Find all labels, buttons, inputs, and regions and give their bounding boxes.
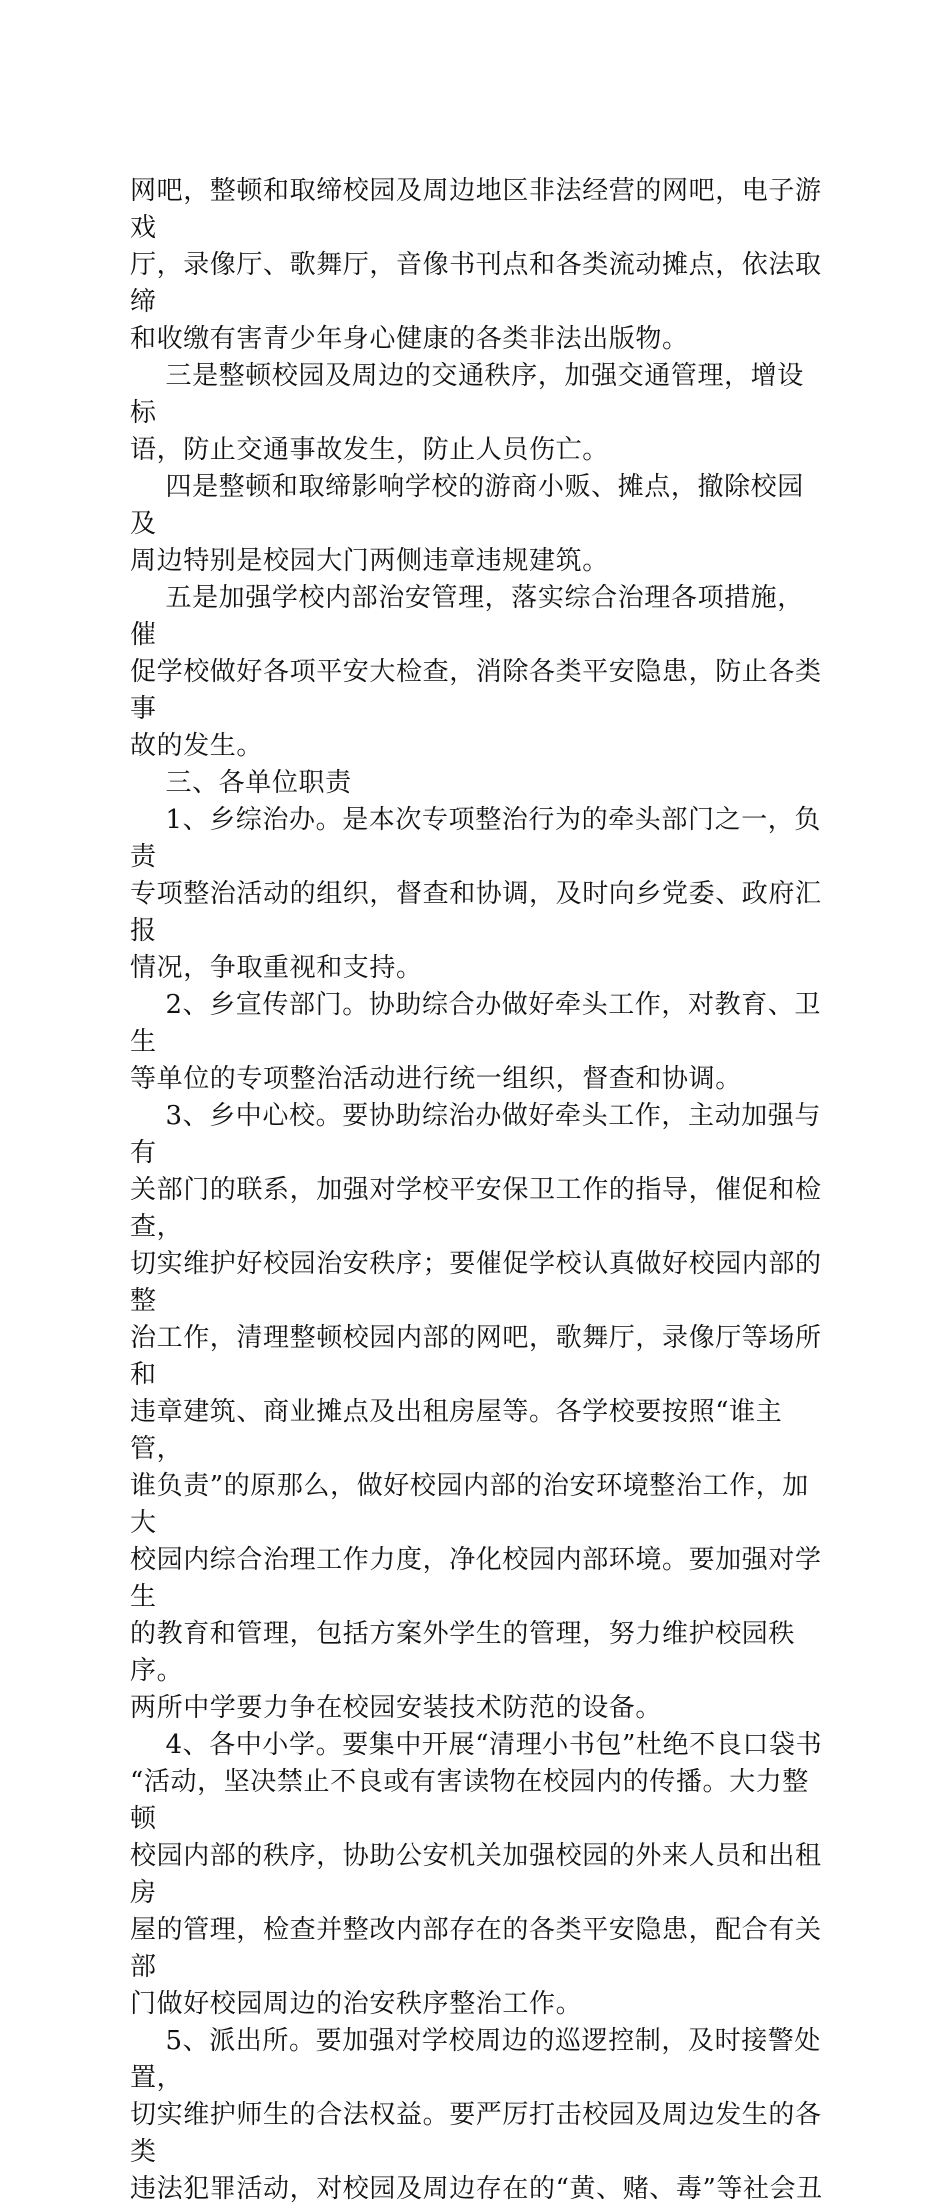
text-line-16: 等单位的专项整治活动进行统一组织，督查和协调。 [130,1064,742,1094]
section-heading: 三、各单位职责 [130,768,352,798]
text-line-31: 5、派出所。要加强对学校周边的巡逻控制，及时接警处置， [130,2026,822,2093]
text-line-28: 校园内部的秩序，协助公安机关加强校园的外来人员和出租房 [130,1841,822,1908]
text-line-17: 3、乡中心校。要协助综治办做好牵头工作，主动加强与有 [130,1101,822,1168]
text-line-33: 违法犯罪活动，对校园及周边存在的“黄、赌、毒”等社会丑 [130,2174,823,2204]
text-line-19: 切实维护好校园治安秩序；要催促学校认真做好校园内部的整 [130,1249,822,1316]
text-line-6: 四是整顿和取缔影响学校的游商小贩、摊点，撤除校园及 [130,472,804,539]
text-line-22: 谁负责”的原那么，做好校园内部的治安环境整治工作，加大 [130,1471,809,1538]
text-line-24: 的教育和管理，包括方案外学生的管理，努力维护校园秩序。 [130,1619,796,1686]
text-line-23: 校园内综合治理工作力度，净化校园内部环境。要加强对学生 [130,1545,822,1612]
text-line-13: 专项整治活动的组织，督查和协调，及时向乡党委、政府汇报 [130,879,822,946]
text-line-2: 厅，录像厅、歌舞厅，音像书刊点和各类流动摊点，依法取缔 [130,250,822,317]
text-line-1: 网吧，整顿和取缔校园及周边地区非法经营的网吧，电子游戏 [130,176,822,243]
text-line-32: 切实维护师生的合法权益。要严厉打击校园及周边发生的各类 [130,2100,822,2167]
text-line-3: 和收缴有害青少年身心健康的各类非法出版物。 [130,324,689,354]
text-line-27: “活动，坚决禁止不良或有害读物在校园内的传播。大力整顿 [130,1767,809,1834]
text-line-10: 故的发生。 [130,731,264,761]
text-line-18: 关部门的联系，加强对学校平安保卫工作的指导，催促和检查， [130,1175,822,1242]
text-line-5: 语，防止交通事故发生，防止人员伤亡。 [130,435,609,465]
text-line-29: 屋的管理，检查并整改内部存在的各类平安隐患，配合有关部 [130,1915,822,1982]
text-line-21: 违章建筑、商业摊点及出租房屋等。各学校要按照“谁主管， [130,1397,783,1464]
text-line-26: 4、各中小学。要集中开展“清理小书包”杜绝不良口袋书 [130,1730,823,1760]
text-line-8: 五是加强学校内部治安管理，落实综合治理各项措施，催 [130,583,804,650]
document-body [130,173,826,2208]
text-line-15: 2、乡宣传部门。协助综合办做好牵头工作，对教育、卫生 [130,990,822,1057]
text-line-9: 促学校做好各项平安大检查，消除各类平安隐患，防止各类事 [130,657,822,724]
text-line-12: 1、乡综治办。是本次专项整治行为的牵头部门之一，负责 [130,805,822,872]
text-line-25: 两所中学要力争在校园安装技术防范的设备。 [130,1693,663,1723]
text-line-14: 情况，争取重视和支持。 [130,953,423,983]
text-line-30: 门做好校园周边的治安秩序整治工作。 [130,1989,583,2019]
text-line-4: 三是整顿校园及周边的交通秩序，加强交通管理，增设标 [130,361,804,428]
text-line-20: 治工作，清理整顿校园内部的网吧，歌舞厅，录像厅等场所和 [130,1323,822,1390]
text-line-7: 周边特别是校园大门两侧违章违规建筑。 [130,546,609,576]
